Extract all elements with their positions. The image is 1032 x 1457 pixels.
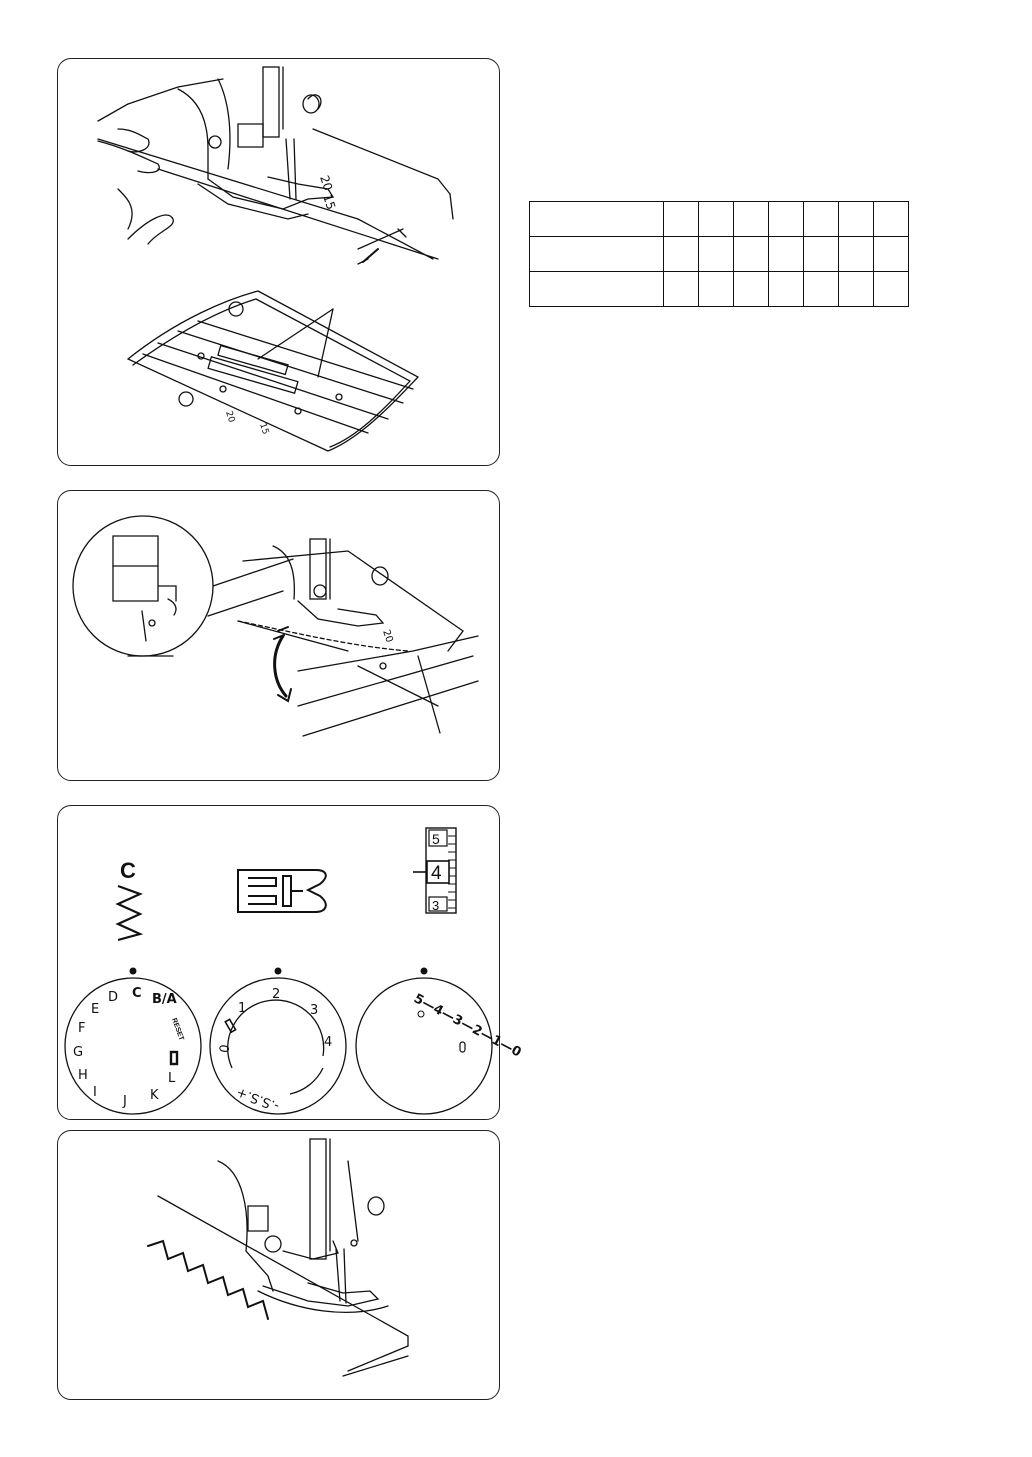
dial-letter-ba: B/A <box>152 992 177 1007</box>
plate-mark-15: 15 <box>320 192 339 212</box>
table-row <box>530 237 909 272</box>
blank-settings-table <box>529 201 909 307</box>
plate-mark-15-lower: 15 <box>257 421 271 436</box>
pattern-selector-dial[interactable] <box>65 968 201 1115</box>
dial-letter-d: D <box>108 990 119 1005</box>
table-cell <box>664 237 699 272</box>
dial-letter-c: C <box>132 986 142 1001</box>
table-cell <box>664 202 699 237</box>
dial-letter-h: H <box>78 1068 88 1083</box>
table-cell <box>664 272 699 307</box>
table-cell <box>839 272 874 307</box>
figure-zigzag-sewing <box>57 1130 500 1400</box>
figure-seam-guide <box>57 58 500 466</box>
dial-letter-g: G <box>73 1045 84 1060</box>
width-0: 0 <box>217 1043 234 1055</box>
dial-letter-i: I <box>93 1085 97 1100</box>
table-cell <box>769 202 804 237</box>
table-cell <box>804 202 839 237</box>
stitch-width-dial[interactable] <box>210 968 346 1115</box>
settings-illustration <box>58 806 524 1121</box>
table-cell <box>839 237 874 272</box>
plate-mark-20-lower: 20 <box>223 409 237 424</box>
table-row <box>530 272 909 307</box>
zigzag-sewing-illustration <box>58 1131 501 1401</box>
table-cell <box>530 237 664 272</box>
width-special: -.S.S.+ <box>234 1084 282 1114</box>
pattern-letter: C <box>120 858 136 883</box>
table-cell <box>804 272 839 307</box>
dial-letter-k: K <box>150 1088 159 1103</box>
plate-mark-20: 20 <box>317 173 336 193</box>
length-sequence: 5—4—3—2—1—0 <box>411 991 524 1061</box>
dial-letter-l: L <box>168 1071 176 1086</box>
figure-presser-lever <box>57 490 500 781</box>
stitch-length-dial[interactable] <box>356 968 523 1115</box>
buttonhole-icon <box>171 1052 177 1064</box>
table-row <box>530 202 909 237</box>
figure-settings <box>57 805 524 1120</box>
table-cell <box>839 202 874 237</box>
width-2: 2 <box>272 987 281 1002</box>
presser-lever-illustration <box>58 491 501 782</box>
table-cell <box>769 272 804 307</box>
table-cell <box>734 237 769 272</box>
dial-reset-label: RESET <box>170 1017 185 1042</box>
table-cell <box>769 237 804 272</box>
scale-3: 3 <box>432 898 440 913</box>
width-3: 3 <box>310 1003 319 1018</box>
scale-4: 4 <box>431 863 442 884</box>
table-cell <box>699 272 734 307</box>
table-cell <box>699 202 734 237</box>
table-cell <box>874 237 909 272</box>
dial-letter-e: E <box>91 1002 100 1017</box>
table-cell <box>530 202 664 237</box>
seam-guide-illustration <box>58 59 501 467</box>
stitch-length-scale <box>413 828 456 913</box>
table-cell <box>734 272 769 307</box>
scale-5: 5 <box>432 831 440 847</box>
zigzag-stitch-icon <box>118 886 140 940</box>
width-1: 1 <box>238 1001 247 1016</box>
dial-letter-f: F <box>78 1021 86 1036</box>
plate-mark-20: 20 <box>380 628 395 645</box>
table-cell <box>874 272 909 307</box>
width-4: 4 <box>324 1035 333 1050</box>
table-cell <box>530 272 664 307</box>
table-cell <box>734 202 769 237</box>
table-cell <box>874 202 909 237</box>
table-cell <box>699 237 734 272</box>
table-cell <box>804 237 839 272</box>
presser-foot-icon <box>238 870 326 912</box>
dial-letter-j: J <box>123 1094 127 1109</box>
